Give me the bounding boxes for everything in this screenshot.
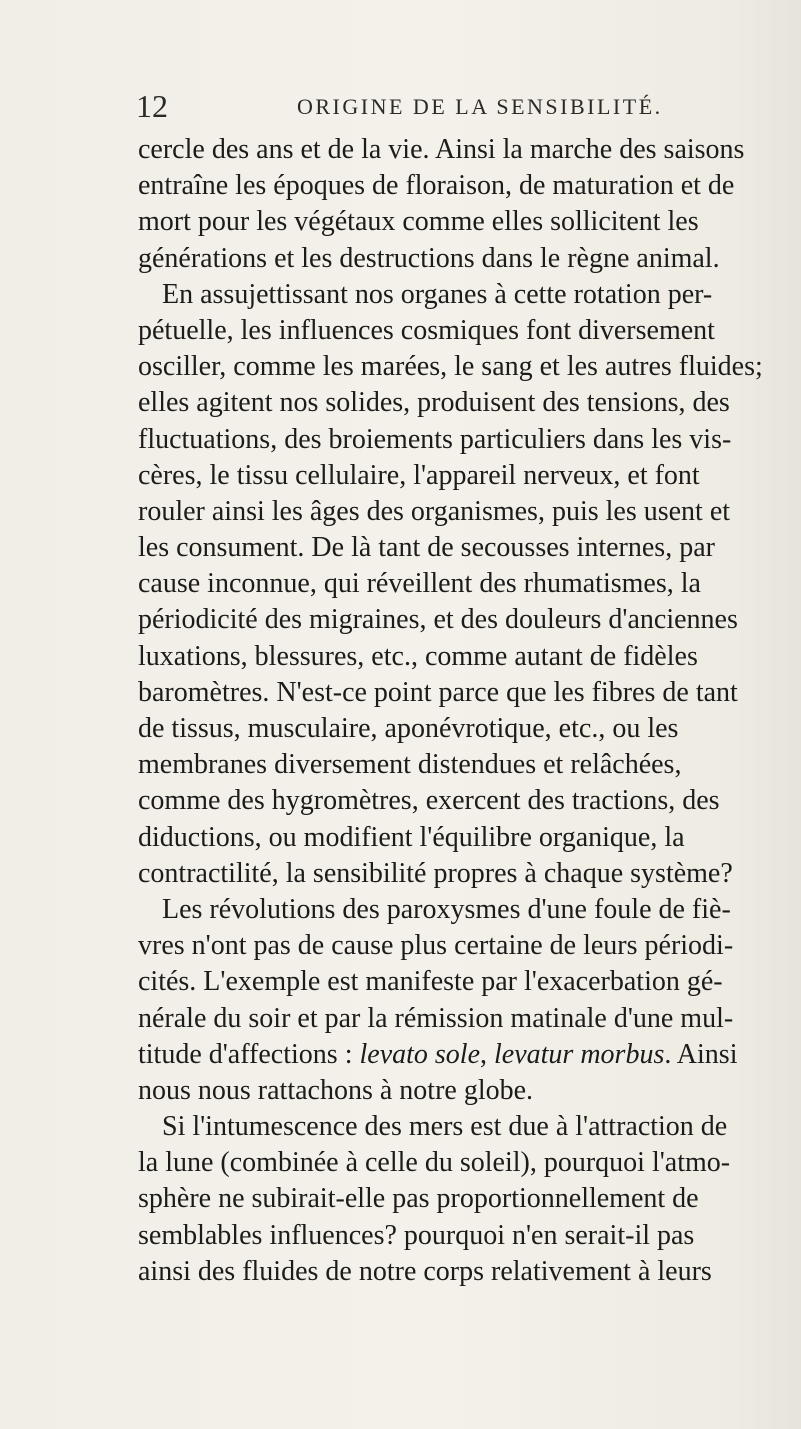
- text-run: ainsi des fluides de notre corps relativement à leurs: [138, 1255, 712, 1287]
- text-line: [138, 928, 734, 964]
- italic-phrase: levatur morbus: [494, 1038, 665, 1070]
- text-line: [138, 204, 699, 240]
- running-head: ORIGINE DE LA SENSIBILITÉ.: [297, 94, 663, 119]
- text-line: [138, 1145, 731, 1181]
- text-run: pétuelle, les influences cosmiques font diversement: [138, 314, 715, 346]
- text-line: [138, 783, 720, 819]
- text-line: [138, 458, 700, 494]
- text-run: cause inconnue, qui réveillent des rhumatismes, la: [138, 568, 701, 600]
- text-line: [138, 241, 720, 277]
- text-line: [138, 277, 713, 313]
- text-line: [138, 385, 730, 421]
- text-line: [138, 1218, 695, 1254]
- text-run: fluctuations, des broiements particuliers dans les vis-: [138, 423, 732, 455]
- text-run: périodicité des migraines, et des douleurs d'anciennes: [138, 604, 738, 636]
- text-line: [138, 422, 732, 458]
- text-run: cités. L'exemple est manifeste par l'exacerbation gé-: [138, 966, 723, 998]
- text-run: Les révolutions des paroxysmes d'une foule de fiè-: [162, 893, 731, 925]
- text-line: [138, 168, 735, 204]
- text-line: [138, 349, 763, 385]
- text-line: [138, 856, 733, 892]
- text-line: [138, 747, 682, 783]
- page-header: [136, 86, 676, 126]
- text-run: baromètres. N'est-ce point parce que les fibres de tant: [138, 676, 738, 708]
- body-text: [138, 132, 763, 1290]
- text-run: rouler ainsi les âges des organismes, puis les usent et: [138, 495, 731, 527]
- page-number: 12: [136, 88, 168, 124]
- text-line: [138, 494, 731, 530]
- text-line: [138, 566, 701, 602]
- text-run: contractilité, la sensibilité propres à chaque système?: [138, 857, 733, 889]
- text-run: diductions, ou modifient l'équilibre organique, la: [138, 821, 685, 853]
- text-run: luxations, blessures, etc., comme autant de fidèles: [138, 640, 698, 672]
- text-line: [138, 1181, 699, 1217]
- text-run: En assujettissant nos organes à cette rotation per-: [162, 278, 713, 310]
- text-run: sphère ne subirait-elle pas proportionnellement de: [138, 1183, 699, 1215]
- text-run: mort pour les végétaux comme elles sollicitent les: [138, 206, 699, 238]
- text-line: [138, 964, 723, 1000]
- text-line: [138, 892, 731, 928]
- text-run: entraîne les époques de floraison, de maturation et de: [138, 170, 735, 202]
- text-run: comme des hygromètres, exercent des tractions, des: [138, 785, 720, 817]
- text-run: la lune (combinée à celle du soleil), pourquoi l'atmo-: [138, 1147, 731, 1179]
- text-line: [138, 313, 715, 349]
- text-run: semblables influences? pourquoi n'en serait-il pas: [138, 1219, 695, 1251]
- text-line: [138, 711, 679, 747]
- text-run: générations et les destructions dans le règne animal.: [138, 242, 720, 274]
- text-line: [138, 675, 738, 711]
- text-run: membranes diversement distendues et relâchées,: [138, 749, 682, 781]
- text-run: Si l'intumescence des mers est due à l'attraction de: [162, 1111, 728, 1143]
- text-line: [138, 602, 738, 638]
- text-line: [138, 820, 685, 856]
- text-run: cères, le tissu cellulaire, l'appareil nerveux, et font: [138, 459, 700, 491]
- text-run: de tissus, musculaire, aponévrotique, etc., ou les: [138, 713, 679, 744]
- text-line: [138, 132, 745, 168]
- text-line: [138, 639, 698, 675]
- text-line: [138, 1109, 728, 1145]
- text-line: [138, 530, 715, 566]
- italic-phrase: levato sole: [359, 1038, 481, 1070]
- text-run: vres n'ont pas de cause plus certaine de leurs périodi-: [138, 930, 734, 962]
- text-line: [138, 1254, 712, 1290]
- text-run: les consument. De là tant de secousses internes, par: [138, 532, 715, 564]
- text-run: nérale du soir et par la rémission matinale d'une mul-: [138, 1002, 734, 1034]
- text-run: elles agitent nos solides, produisent des tensions, des: [138, 387, 730, 419]
- text-run: cercle des ans et de la vie. Ainsi la marche des saisons: [138, 134, 745, 165]
- text-line: [138, 1037, 738, 1073]
- text-run: titude d'affections :: [138, 1038, 360, 1070]
- text-line: [138, 1073, 658, 1109]
- text-run: osciller, comme les marées, le sang et les autres fluides;: [138, 351, 763, 383]
- text-run: ,: [480, 1038, 495, 1070]
- text-run: . Ainsi: [664, 1038, 738, 1070]
- text-line: [138, 1001, 734, 1037]
- text-run: nous nous rattachons à notre globe.: [138, 1074, 534, 1106]
